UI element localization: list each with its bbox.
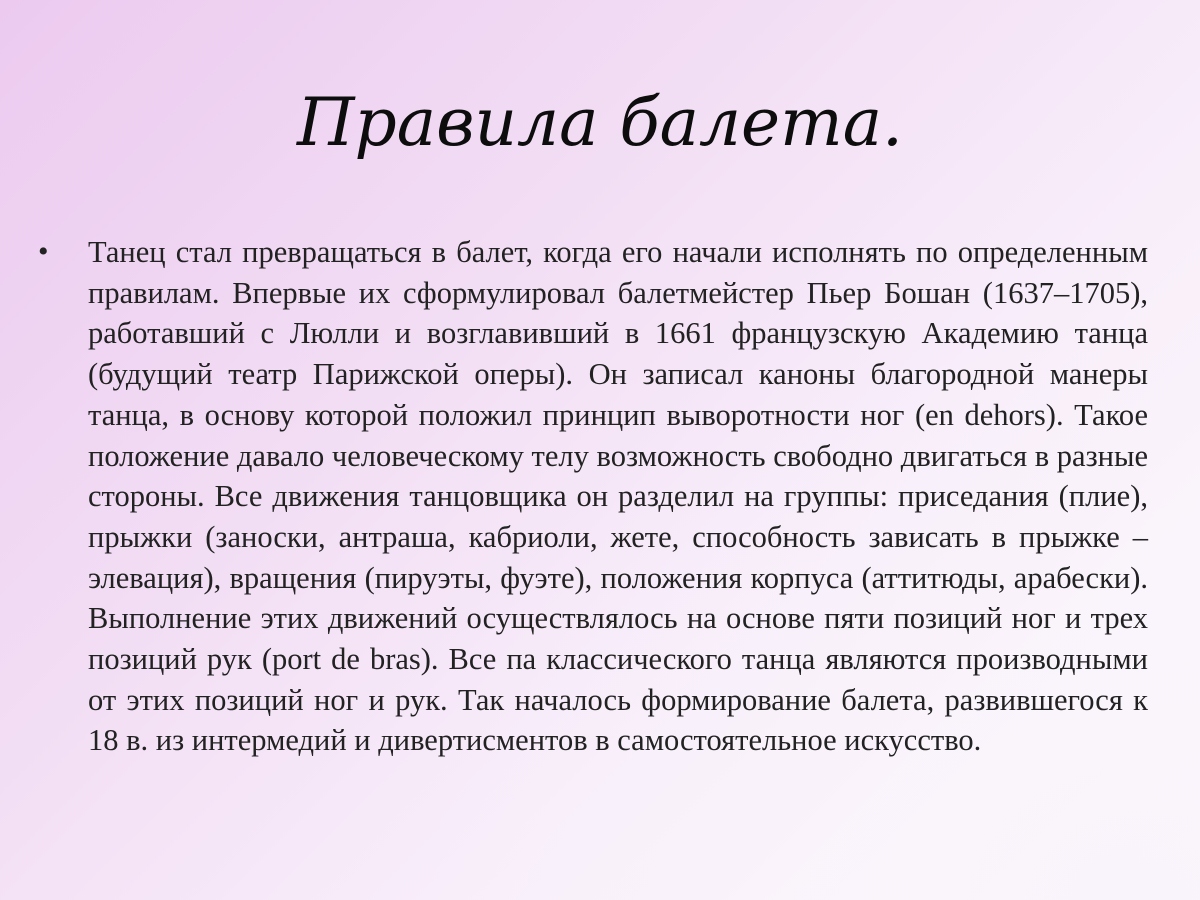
- slide-title: Правила балета.: [296, 84, 904, 161]
- bullet-marker: •: [38, 235, 49, 268]
- bullet-paragraph: Танец стал превращаться в балет, когда его начали исполнять по определенным правилам. Впервые их сформулировал балетмейстер Пьер Бошан (1637–1705), работавший с Люлли и возглавивший в 1661 французскую Академию танца (будущий театр Парижской оперы). Он записал каноны благородной манеры танца, в основу которой положил принцип выворотности ног (en dehors). Такое положение давало человеческому телу возможность свободно двигаться в разные стороны. Все движения танцовщика он разделил на группы: приседания (плие), прыжки (заноски, антраша, кабриоли, жете, способность зависать в прыжке – элевация), вращения (пируэты, фуэте), положения корпуса (аттитюды, арабески). Выполнение этих движений осуществлялось на основе пяти позиций ног и трех позиций рук (port de bras). Все па классического танца являются производными от этих позиций ног и рук. Так началось формирование балета, развившегося к 18 в. из интермедий и дивертисментов в самостоятельное искусство.: [88, 235, 1148, 758]
